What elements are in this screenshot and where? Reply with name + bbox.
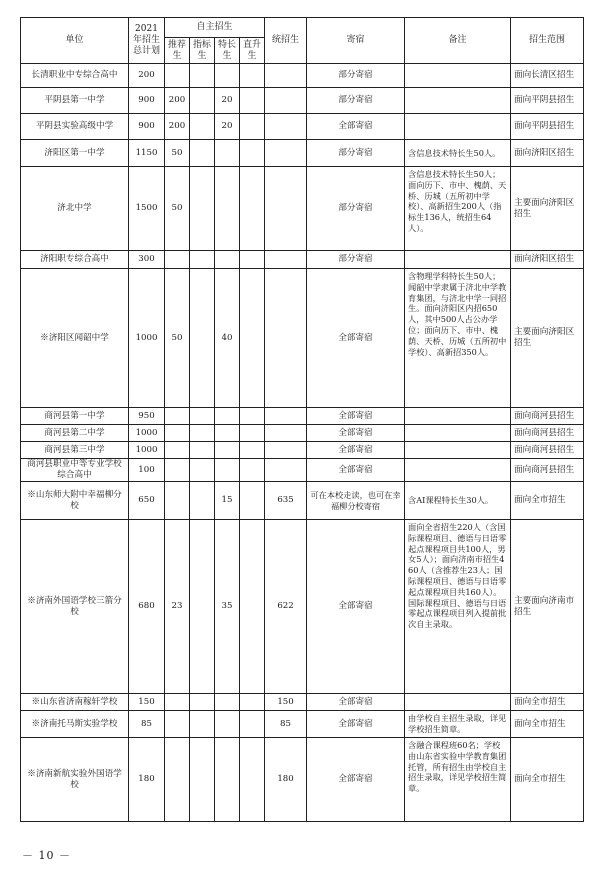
- cell-note: [405, 425, 511, 442]
- header-boarding: 寄宿: [307, 18, 405, 64]
- cell-recommend: 50: [165, 140, 190, 167]
- cell-quota: [190, 694, 215, 711]
- cell-special: [215, 408, 240, 425]
- cell-unit: 平阴县第一中学: [21, 88, 129, 114]
- cell-plan: 900: [129, 88, 165, 114]
- cell-direct: [240, 520, 265, 694]
- cell-recommend: [165, 408, 190, 425]
- cell-scope: 面向全市招生: [511, 694, 584, 711]
- cell-boarding: 全部寄宿: [307, 425, 405, 442]
- cell-recommend: [165, 442, 190, 459]
- cell-recommend: 50: [165, 167, 190, 251]
- cell-unit: 商河县职业中等专业学校综合高中: [21, 459, 129, 482]
- cell-special: 35: [215, 520, 240, 694]
- cell-special: [215, 459, 240, 482]
- cell-unit: 长清职业中专综合高中: [21, 64, 129, 88]
- cell-unified: [265, 425, 307, 442]
- cell-boarding: 全部寄宿: [307, 738, 405, 822]
- cell-quota: [190, 251, 215, 269]
- cell-recommend: [165, 694, 190, 711]
- cell-recommend: 200: [165, 114, 190, 140]
- cell-quota: [190, 114, 215, 140]
- header-unified: 统招生: [265, 18, 307, 64]
- cell-scope: 面向全市招生: [511, 482, 584, 520]
- table-row: [21, 140, 584, 167]
- cell-unified: [265, 459, 307, 482]
- cell-direct: [240, 64, 265, 88]
- cell-note: 含融合课程班60名；学校由山东省实验中学教育集团托管，所有招生由学校自主招生录取，详见学校招生简章。: [405, 738, 511, 822]
- cell-plan: 1000: [129, 442, 165, 459]
- cell-unified: [265, 88, 307, 114]
- header-note: 备注: [405, 18, 511, 64]
- cell-boarding: 全部寄宿: [307, 520, 405, 694]
- cell-unified: 635: [265, 482, 307, 520]
- cell-unified: [265, 251, 307, 269]
- cell-plan: 950: [129, 408, 165, 425]
- cell-special: [215, 140, 240, 167]
- cell-unit: ※山东省济南稼轩学校: [21, 694, 129, 711]
- cell-unit: ※济南托马斯实验学校: [21, 711, 129, 738]
- cell-recommend: [165, 459, 190, 482]
- cell-direct: [240, 140, 265, 167]
- header-unit: 单位: [21, 18, 129, 64]
- cell-plan: 150: [129, 694, 165, 711]
- cell-plan: 300: [129, 251, 165, 269]
- table-row: [21, 520, 584, 694]
- cell-direct: [240, 459, 265, 482]
- cell-direct: [240, 269, 265, 408]
- cell-scope: 面向商河县招生: [511, 442, 584, 459]
- cell-quota: [190, 64, 215, 88]
- cell-unified: 180: [265, 738, 307, 822]
- cell-direct: [240, 711, 265, 738]
- cell-note: 面向全省招生220人（含国际课程项目、德语与日语零起点课程项目共100人，男女5人）；面向济南市招生460人（含推荐生23人；国际课程项目、德语与日语零起点课程项目共160人）。国际课程项目、德语与日语零起点课程项目列入提前批次自主录取。: [405, 520, 511, 694]
- cell-unit: ※山东师大附中幸福柳分校: [21, 482, 129, 520]
- cell-unified: [265, 114, 307, 140]
- table-row: [21, 251, 584, 269]
- cell-quota: [190, 140, 215, 167]
- cell-note: 由学校自主招生录取，详见学校招生简章。: [405, 711, 511, 738]
- cell-unified: 150: [265, 694, 307, 711]
- cell-unified: 622: [265, 520, 307, 694]
- cell-special: [215, 425, 240, 442]
- header-recommend: 推荐生: [165, 38, 190, 64]
- table-row: [21, 694, 584, 711]
- cell-boarding: 可在本校走读，也可在幸福柳分校寄宿: [307, 482, 405, 520]
- cell-special: 20: [215, 88, 240, 114]
- table-row: [21, 269, 584, 408]
- cell-quota: [190, 167, 215, 251]
- cell-scope: 面向商河县招生: [511, 459, 584, 482]
- cell-direct: [240, 167, 265, 251]
- cell-boarding: 全部寄宿: [307, 442, 405, 459]
- cell-boarding: 部分寄宿: [307, 88, 405, 114]
- table-row: [21, 711, 584, 738]
- cell-unit: 济阳区第一中学: [21, 140, 129, 167]
- cell-recommend: [165, 738, 190, 822]
- page-number: － 10 －: [22, 849, 71, 862]
- cell-plan: 180: [129, 738, 165, 822]
- cell-boarding: 全部寄宿: [307, 711, 405, 738]
- cell-scope: 面向商河县招生: [511, 425, 584, 442]
- cell-plan: 100: [129, 459, 165, 482]
- cell-unified: 85: [265, 711, 307, 738]
- cell-recommend: [165, 251, 190, 269]
- cell-recommend: [165, 64, 190, 88]
- cell-scope: 主要面向济南市招生: [511, 520, 584, 694]
- header-scope: 招生范围: [511, 18, 584, 64]
- table-body: [21, 64, 584, 822]
- cell-unified: [265, 408, 307, 425]
- cell-plan: 1000: [129, 425, 165, 442]
- table-row: [21, 88, 584, 114]
- cell-boarding: 全部寄宿: [307, 269, 405, 408]
- cell-unit: 商河县第三中学: [21, 442, 129, 459]
- cell-direct: [240, 425, 265, 442]
- cell-scope: 面向平阴县招生: [511, 114, 584, 140]
- table-row: [21, 482, 584, 520]
- cell-unit: 济北中学: [21, 167, 129, 251]
- cell-quota: [190, 425, 215, 442]
- cell-special: [215, 251, 240, 269]
- cell-special: 15: [215, 482, 240, 520]
- cell-scope: 面向商河县招生: [511, 408, 584, 425]
- cell-note: 含物理学科特长生50人；闻韶中学隶属于济北中学教育集团，与济北中学一同招生。面向济阳区内招650人，其中500人占公办学位；面向历下、市中、槐荫、天桥、历城（五所初中学校）、高新招350人。: [405, 269, 511, 408]
- cell-note: [405, 88, 511, 114]
- cell-unified: [265, 442, 307, 459]
- cell-recommend: [165, 711, 190, 738]
- table-row: [21, 64, 584, 88]
- cell-boarding: 部分寄宿: [307, 167, 405, 251]
- cell-note: [405, 694, 511, 711]
- cell-unified: [265, 167, 307, 251]
- cell-plan: 1000: [129, 269, 165, 408]
- cell-unit: 平阴县实验高级中学: [21, 114, 129, 140]
- cell-plan: 680: [129, 520, 165, 694]
- cell-plan: 200: [129, 64, 165, 88]
- cell-note: [405, 408, 511, 425]
- cell-direct: [240, 442, 265, 459]
- cell-note: [405, 459, 511, 482]
- cell-plan: 650: [129, 482, 165, 520]
- cell-special: [215, 64, 240, 88]
- cell-special: 20: [215, 114, 240, 140]
- cell-direct: [240, 251, 265, 269]
- table-row: [21, 738, 584, 822]
- cell-unit: 商河县第一中学: [21, 408, 129, 425]
- cell-quota: [190, 482, 215, 520]
- cell-recommend: 200: [165, 88, 190, 114]
- cell-scope: 主要面向济阳区招生: [511, 167, 584, 251]
- header-plan: 2021年招生总计划: [129, 18, 165, 64]
- table-row: [21, 167, 584, 251]
- cell-unit: 济阳职专综合高中: [21, 251, 129, 269]
- cell-special: 40: [215, 269, 240, 408]
- cell-boarding: 全部寄宿: [307, 408, 405, 425]
- cell-recommend: 23: [165, 520, 190, 694]
- cell-note: 含信息技术特长生50人。: [405, 140, 511, 167]
- cell-recommend: [165, 482, 190, 520]
- cell-direct: [240, 738, 265, 822]
- cell-scope: 面向全市招生: [511, 738, 584, 822]
- table-row: [21, 408, 584, 425]
- cell-special: [215, 738, 240, 822]
- cell-special: [215, 442, 240, 459]
- cell-note: [405, 442, 511, 459]
- header-special: 特长生: [215, 38, 240, 64]
- enrollment-table: [20, 17, 584, 822]
- cell-unit: ※济阳区闻韶中学: [21, 269, 129, 408]
- cell-special: [215, 167, 240, 251]
- cell-quota: [190, 738, 215, 822]
- cell-note: [405, 114, 511, 140]
- cell-unit: ※济南新航实验外国语学校: [21, 738, 129, 822]
- cell-note: [405, 64, 511, 88]
- cell-plan: 1150: [129, 140, 165, 167]
- cell-unified: [265, 140, 307, 167]
- cell-scope: 面向平阴县招生: [511, 88, 584, 114]
- cell-boarding: 部分寄宿: [307, 251, 405, 269]
- cell-quota: [190, 88, 215, 114]
- header-self-enrollment: 自主招生: [165, 18, 265, 38]
- cell-direct: [240, 88, 265, 114]
- cell-scope: 主要面向济阳区招生: [511, 269, 584, 408]
- cell-note: 含AI课程特长生30人。: [405, 482, 511, 520]
- table-row: [21, 442, 584, 459]
- cell-unit: ※济南外国语学校三箭分校: [21, 520, 129, 694]
- cell-quota: [190, 459, 215, 482]
- cell-special: [215, 711, 240, 738]
- table-row: [21, 425, 584, 442]
- table-row: [21, 459, 584, 482]
- cell-plan: 900: [129, 114, 165, 140]
- cell-boarding: 全部寄宿: [307, 694, 405, 711]
- cell-scope: 面向全市招生: [511, 711, 584, 738]
- cell-recommend: [165, 425, 190, 442]
- cell-quota: [190, 711, 215, 738]
- cell-boarding: 部分寄宿: [307, 64, 405, 88]
- cell-quota: [190, 520, 215, 694]
- cell-quota: [190, 408, 215, 425]
- cell-scope: 面向济阳区招生: [511, 251, 584, 269]
- cell-unified: [265, 269, 307, 408]
- cell-direct: [240, 408, 265, 425]
- cell-quota: [190, 269, 215, 408]
- cell-recommend: 50: [165, 269, 190, 408]
- cell-scope: 面向长清区招生: [511, 64, 584, 88]
- cell-boarding: 全部寄宿: [307, 459, 405, 482]
- cell-direct: [240, 482, 265, 520]
- cell-plan: 1500: [129, 167, 165, 251]
- header-quota: 指标生: [190, 38, 215, 64]
- cell-note: 含信息技术特长生50人；面向历下、市中、槐荫、天桥、历城（五所初中学校）、高新招生200人（指标生136人，统招生64人）。: [405, 167, 511, 251]
- cell-boarding: 全部寄宿: [307, 114, 405, 140]
- cell-note: [405, 251, 511, 269]
- table-row: [21, 114, 584, 140]
- cell-unit: 商河县第二中学: [21, 425, 129, 442]
- cell-boarding: 部分寄宿: [307, 140, 405, 167]
- cell-plan: 85: [129, 711, 165, 738]
- cell-direct: [240, 694, 265, 711]
- cell-quota: [190, 442, 215, 459]
- cell-unified: [265, 64, 307, 88]
- cell-special: [215, 694, 240, 711]
- cell-scope: 面向济阳区招生: [511, 140, 584, 167]
- cell-direct: [240, 114, 265, 140]
- header-direct: 直升生: [240, 38, 265, 64]
